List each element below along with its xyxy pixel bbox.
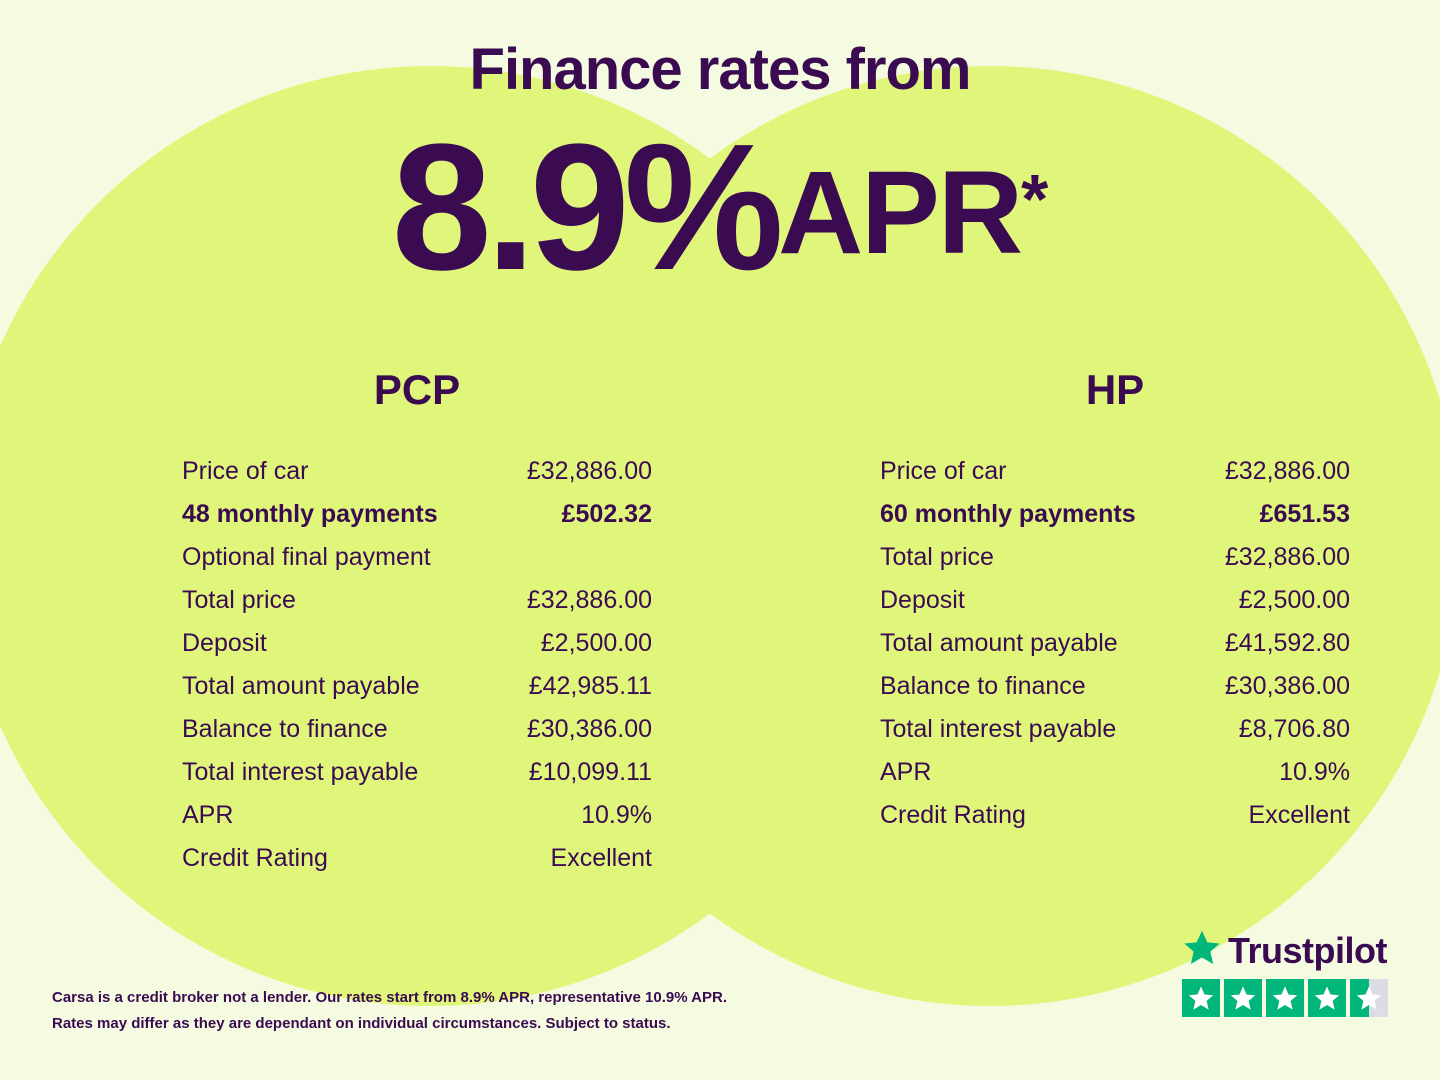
row-value: 10.9% [1279, 758, 1350, 786]
table-row [880, 536, 1350, 579]
table-row [182, 794, 652, 837]
row-label: Balance to finance [880, 672, 1086, 700]
row-label: Total amount payable [182, 672, 420, 700]
row-value: £2,500.00 [540, 629, 652, 657]
table-row [880, 665, 1350, 708]
trustpilot-rating [1182, 928, 1392, 1017]
table-row [182, 665, 652, 708]
table-row [880, 751, 1350, 794]
hp-column [770, 366, 1410, 880]
row-value: £41,592.80 [1224, 629, 1350, 657]
star-icon-1 [1182, 979, 1220, 1017]
disclaimer-line-2: Rates may differ as they are dependant on individual circumstances. Subject to status. [52, 1015, 671, 1032]
headline-rate [0, 107, 1440, 308]
row-label: 48 monthly payments [182, 500, 438, 528]
row-label: Balance to finance [182, 715, 388, 743]
row-label: Total price [182, 586, 296, 614]
row-value: £651.53 [1259, 500, 1350, 528]
table-row [880, 450, 1350, 493]
row-label: APR [182, 801, 234, 829]
trustpilot-wordmark: Trustpilot [1228, 929, 1387, 971]
row-value: £8,706.80 [1238, 715, 1350, 743]
pcp-column [110, 366, 750, 880]
row-label: Total interest payable [880, 715, 1117, 743]
row-label: Total amount payable [880, 629, 1118, 657]
disclaimer-text [52, 985, 727, 1037]
table-row [182, 837, 652, 880]
row-label: Deposit [880, 586, 965, 614]
star-icon-3 [1266, 979, 1304, 1017]
row-value: £30,386.00 [526, 715, 652, 743]
table-row [880, 794, 1350, 837]
row-label: Total price [880, 543, 994, 571]
trustpilot-logo [1182, 928, 1392, 973]
star-icon-5-half [1350, 979, 1388, 1017]
table-row [182, 622, 652, 665]
table-row [182, 450, 652, 493]
trustpilot-star-icon [1182, 928, 1222, 973]
star-icon-2 [1224, 979, 1262, 1017]
table-row [182, 751, 652, 794]
row-label: Deposit [182, 629, 267, 657]
row-value: £32,886.00 [1224, 543, 1350, 571]
table-row [880, 708, 1350, 751]
table-row [182, 708, 652, 751]
table-row [182, 493, 652, 536]
pcp-title: PCP [373, 366, 461, 413]
row-value: Excellent [1248, 801, 1350, 829]
row-value: £32,886.00 [526, 586, 652, 614]
hp-table [880, 450, 1350, 837]
rate-apr-label: APR [777, 147, 1022, 279]
row-value: £30,386.00 [1224, 672, 1350, 700]
row-value: £32,886.00 [1224, 457, 1350, 485]
row-value: £502.32 [561, 500, 652, 528]
table-row [880, 579, 1350, 622]
row-label: APR [880, 758, 932, 786]
row-value: £32,886.00 [526, 457, 652, 485]
rate-percentage: 8.9% [391, 107, 778, 308]
trustpilot-stars [1182, 979, 1392, 1017]
row-label: Total interest payable [182, 758, 419, 786]
table-row [880, 622, 1350, 665]
rate-asterisk: * [1021, 160, 1049, 238]
table-row [880, 493, 1350, 536]
pcp-table [182, 450, 652, 880]
row-label: Optional final payment [182, 543, 431, 571]
row-value: Excellent [550, 844, 652, 872]
table-row [182, 536, 652, 579]
row-value: 10.9% [581, 801, 652, 829]
table-row [182, 579, 652, 622]
row-value: £42,985.11 [528, 672, 652, 700]
page-title: Finance rates from [469, 37, 971, 102]
row-label: Price of car [880, 457, 1007, 485]
disclaimer-line-1: Carsa is a credit broker not a lender. Our rates start from 8.9% APR, representative 10.9% APR. [52, 989, 727, 1006]
row-value: £10,099.11 [528, 758, 652, 786]
finance-tables [0, 366, 1440, 880]
star-icon-4 [1308, 979, 1346, 1017]
row-value: £2,500.00 [1238, 586, 1350, 614]
hp-title: HP [1085, 366, 1145, 413]
row-label: Credit Rating [182, 844, 328, 872]
row-label: Credit Rating [880, 801, 1026, 829]
row-label: 60 monthly payments [880, 500, 1136, 528]
row-label: Price of car [182, 457, 309, 485]
